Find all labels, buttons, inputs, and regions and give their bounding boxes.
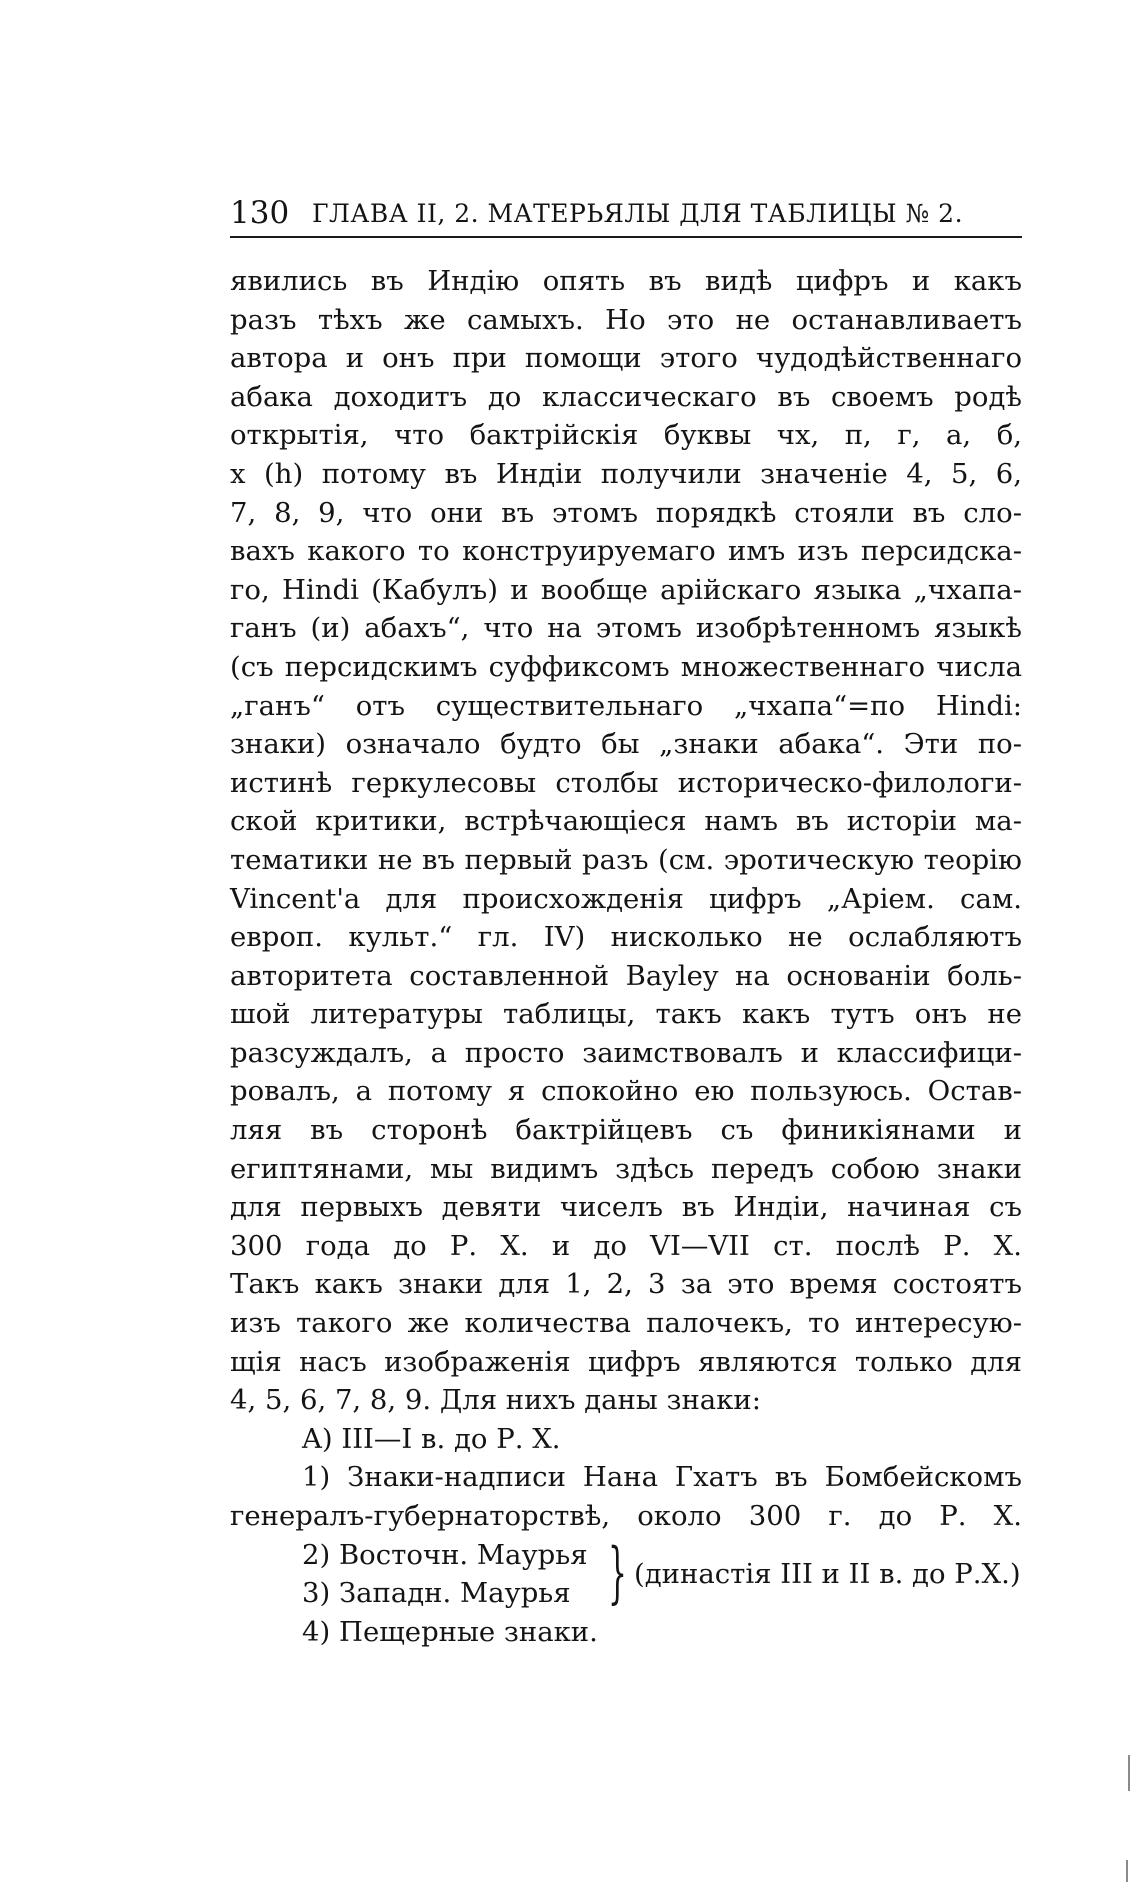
text-line: авторитета составленной Bayley на основаніи боль-: [230, 959, 1022, 992]
page-number: 130: [230, 195, 290, 231]
list-heading: A) III—I в. до Р. Х.: [302, 1422, 561, 1455]
brace-note: (династія III и II в. до Р.Х.): [634, 1557, 1021, 1590]
text-line: 300 года до Р. Х. и до VI—VII ст. послѣ Р. Х.: [230, 1229, 1022, 1262]
list-item-1-line-2: генералъ-губернаторствѣ, около 300 г. до Р. Х.: [230, 1500, 1022, 1532]
text-line: шой литературы таблицы, такъ какъ тутъ онъ не: [230, 998, 1022, 1031]
text-line: ганъ (и) абахъ“, что на этомъ изобрѣтенномъ языкѣ: [230, 612, 1022, 645]
text-line: разсуждалъ, а просто заимствовалъ и классифици-: [230, 1036, 1022, 1069]
list-item-4: 4) Пещерные знаки.: [302, 1615, 598, 1648]
text-line: открытія, что бактрійскія буквы чх, п, г, а, б,: [230, 419, 1022, 452]
text-line: явились въ Индію опять въ видѣ цифръ и какъ: [230, 265, 1022, 297]
text-line: ровалъ, а потому я спокойно ею пользуюсь. Остав-: [230, 1075, 1022, 1108]
list-item-2: 2) Восточн. Маурья: [302, 1538, 588, 1571]
text-line: х (h) потому въ Индіи получили значеніе 4, 5, 6,: [230, 457, 1022, 490]
running-title: ГЛАВА II, 2. МАТЕРЬЯЛЫ ДЛЯ ТАБЛИЦЫ № 2.: [312, 199, 964, 228]
brace-group: [230, 1533, 1022, 1613]
curly-brace: }: [608, 1533, 627, 1611]
text-line: тематики не въ первый разъ (см. эротическую теорію: [230, 843, 1022, 876]
text-line: истинѣ геркулесовы столбы историческо-филологи-: [230, 766, 1022, 799]
text-line: для первыхъ девяти чиселъ въ Индіи, начиная съ: [230, 1191, 1022, 1224]
text-line: (съ персидскимъ суффиксомъ множественнаго числа: [230, 650, 1022, 683]
text-line: изъ такого же количества палочекъ, то интересую-: [230, 1307, 1022, 1340]
text-line: „ганъ“ отъ существительнаго „чхапа“=по Hindi:: [230, 689, 1022, 722]
text-line: египтянами, мы видимъ здѣсь передъ собою знаки: [230, 1152, 1022, 1185]
text-line: вахъ какого то конструируемаго имъ изъ персидска-: [230, 535, 1022, 568]
body-text: [230, 262, 1022, 1651]
text-line: абака доходитъ до классическаго въ своемъ родѣ: [230, 380, 1022, 413]
text-line: разъ тѣхъ же самыхъ. Но это не останавливаетъ: [230, 303, 1022, 336]
text-line: европ. культ.“ гл. IV) нисколько не ослабляютъ: [230, 921, 1022, 954]
header-rule: [230, 236, 1022, 238]
list-item-3: 3) Западн. Маурья: [302, 1577, 571, 1610]
text-line: ляя въ сторонѣ бактрійцевъ съ финикіянами и: [230, 1114, 1022, 1147]
running-header: [230, 195, 1022, 241]
text-line: знаки) означало будто бы „знаки абака“. Эти по-: [230, 728, 1022, 761]
text-line: ской критики, встрѣчающіеся намъ въ исторіи ма-: [230, 805, 1022, 838]
text-line: го, Hindi (Кабулъ) и вообще арійскаго языка „чхапа-: [230, 573, 1022, 606]
text-line: 7, 8, 9, что они въ этомъ порядкѣ стояли въ сло-: [230, 496, 1022, 529]
margin-mark: [1128, 1755, 1130, 1791]
text-line: автора и онъ при помощи этого чудодѣйственнаго: [230, 342, 1022, 375]
list-item-1-line-1: 1) Знаки-надписи Нана Гхатъ въ Бомбейскомъ: [302, 1461, 1022, 1494]
text-line: Vincent'а для происхожденія цифръ „Аріем. сам.: [230, 882, 1022, 915]
text-line: 4, 5, 6, 7, 8, 9. Для нихъ даны знаки:: [230, 1384, 761, 1417]
margin-mark: [1126, 1860, 1128, 1882]
text-line: щія насъ изображенія цифръ являются только для: [230, 1345, 1022, 1378]
text-line: Такъ какъ знаки для 1, 2, 3 за это время состоятъ: [230, 1268, 1022, 1301]
